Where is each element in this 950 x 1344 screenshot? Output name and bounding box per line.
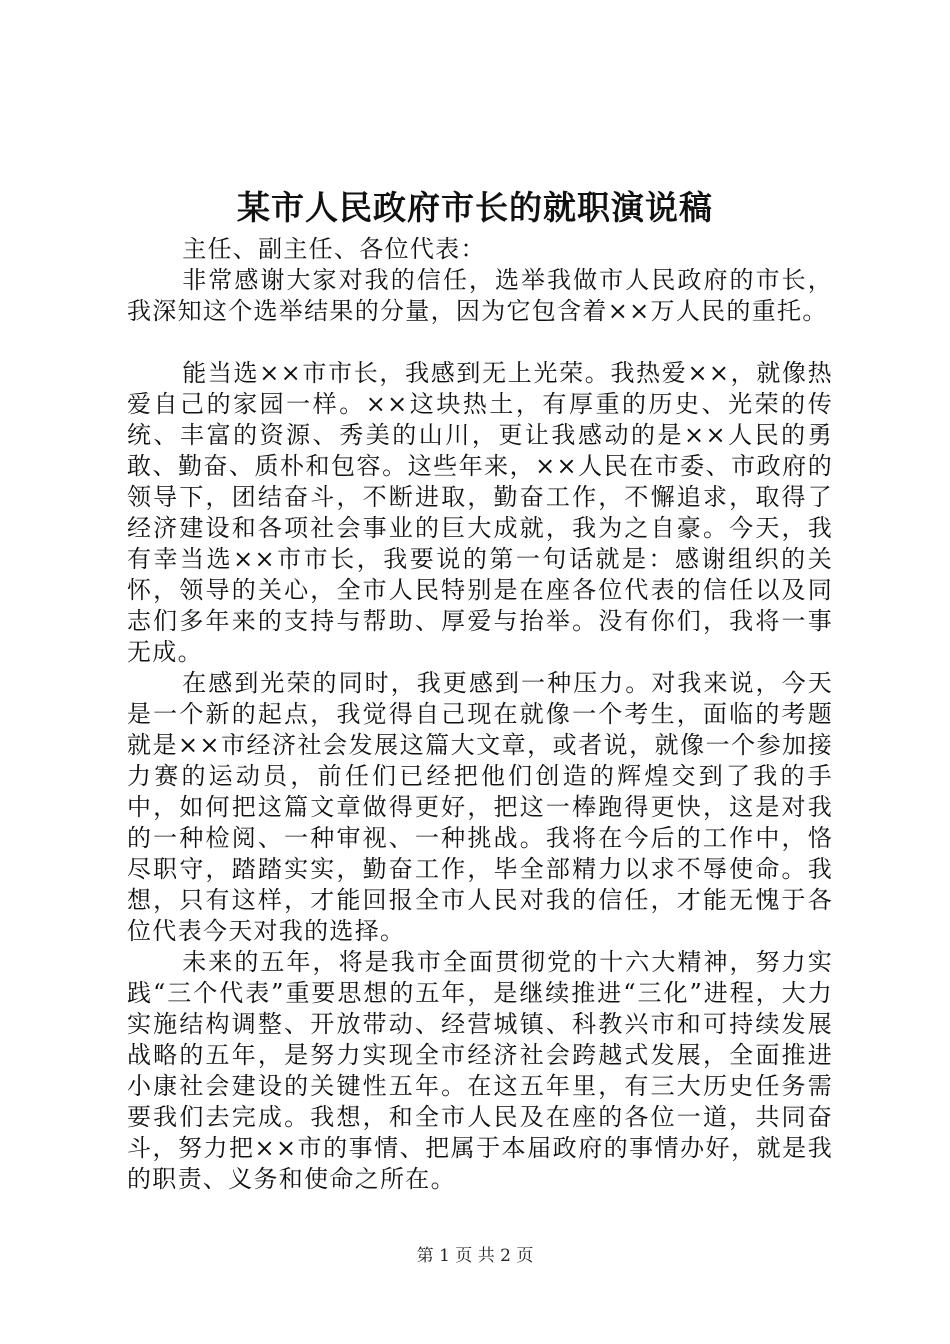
document-body <box>127 234 833 1195</box>
paragraph-3: 在感到光荣的同时，我更感到一种压力。对我来说，今天是一个新的起点，我觉得自己现在就像一个考生，面临的考题就是××市经济社会发展这篇大文章，或者说，就像一个参加接力赛的运动员，前任们已经把他们创造的辉煌交到了我的手中，如何把这篇文章做得更好，把这一棒跑得更快，这是对我的一种检阅、一种审视、一种挑战。我将在今后的工作中，恪尽职守，踏踏实实，勤奋工作，毕全部精力以求不辱使命。我想，只有这样，才能回报全市人民对我的信任，才能无愧于各位代表今天对我的选择。 <box>127 669 833 945</box>
paragraph-4: 未来的五年，将是我市全面贯彻党的十六大精神，努力实践“三个代表”重要思想的五年，是继续推进“三化”进程，大力实施结构调整、开放带动、经营城镇、科教兴市和可持续发展战略的五年，是努力实现全市经济社会跨越式发展，全面推进小康社会建设的关键性五年。在这五年里，有三大历史任务需要我们去完成。我想，和全市人民及在座的各位一道，共同奋斗，努力把××市的事情、把属于本届政府的事情办好，就是我的职责、义务和使命之所在。 <box>127 948 833 1193</box>
paragraph-2: 能当选××市市长，我感到无上光荣。我热爱××，就像热爱自己的家园一样。××这块热土，有厚重的历史、光荣的传统、丰富的资源、秀美的山川，更让我感动的是××人民的勇敢、勤奋、质朴和包容。这些年来，××人民在市委、市政府的领导下，团结奋斗，不断进取，勤奋工作，不懈追求，取得了经济建设和各项社会事业的巨大成就，我为之自豪。今天，我有幸当选××市市长，我要说的第一句话就是：感谢组织的关怀，领导的关心，全市人民特别是在座各位代表的信任以及同志们多年来的支持与帮助、厚爱与抬举。没有你们，我将一事无成。 <box>127 359 833 666</box>
document-title: 某市人民政府市长的就职演说稿 <box>237 188 713 227</box>
paragraph-1: 非常感谢大家对我的信任，选举我做市人民政府的市长，我深知这个选举结果的分量，因为它包含着××万人民的重托。 <box>127 266 833 325</box>
page-number-footer: 第 1 页 共 2 页 <box>416 1246 534 1266</box>
salutation: 主任、副主任、各位代表： <box>182 235 486 263</box>
paragraph-spacer <box>127 327 833 358</box>
